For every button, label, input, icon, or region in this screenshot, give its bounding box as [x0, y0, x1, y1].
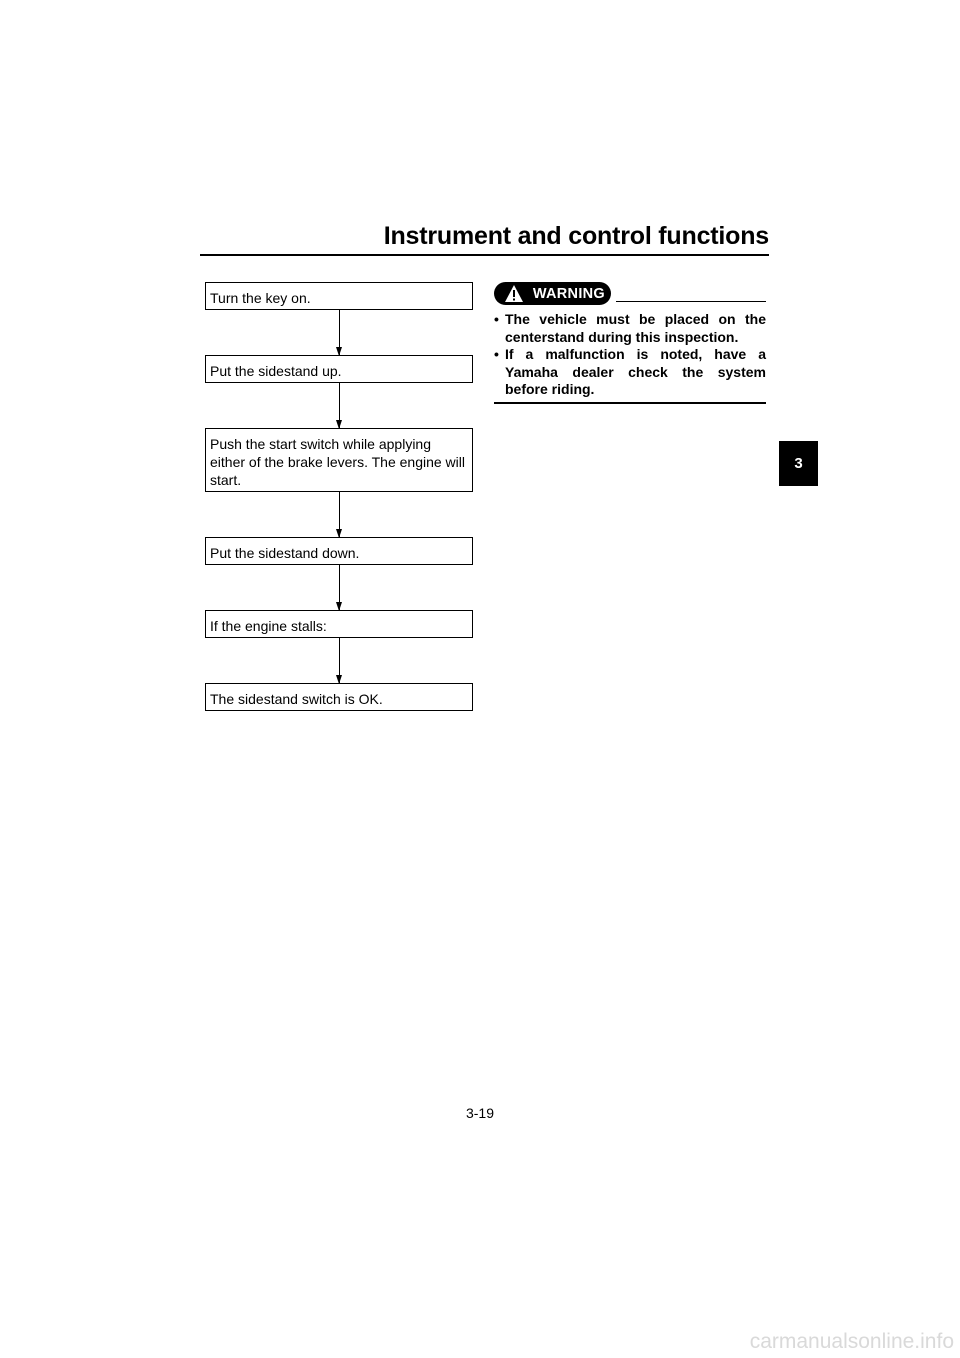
flow-arrow — [339, 565, 340, 610]
warning-item: • If a malfunction is noted, have a Yamaha dealer check the system before riding. — [494, 346, 766, 399]
flow-step: Put the sidestand up. — [205, 355, 473, 383]
warning-item: • The vehicle must be placed on the centerstand during this inspection. — [494, 311, 766, 346]
title-rule — [200, 254, 769, 256]
warning-header-rule — [616, 301, 766, 302]
flow-arrow — [339, 638, 340, 683]
flow-step: The sidestand switch is OK. — [205, 683, 473, 711]
flow-step: Put the sidestand down. — [205, 537, 473, 565]
flow-arrow — [339, 383, 340, 428]
warning-badge — [494, 282, 611, 305]
warning-bottom-rule — [494, 402, 766, 404]
flow-arrow — [339, 310, 340, 355]
flow-arrow — [339, 492, 340, 537]
page-title: Instrument and control functions — [383, 222, 769, 250]
flow-step: If the engine stalls: — [205, 610, 473, 638]
warning-triangle-icon — [504, 284, 524, 303]
warning-label: WARNING — [532, 285, 605, 302]
warning-header — [494, 282, 766, 306]
warning-list — [494, 311, 766, 399]
chapter-number: 3 — [794, 455, 803, 472]
flow-step: Turn the key on. — [205, 282, 473, 310]
page-number: 3-19 — [465, 1105, 495, 1121]
chapter-tab — [779, 441, 818, 486]
flow-step: Push the start switch while applying either of the brake levers. The engine will start. — [205, 428, 473, 492]
watermark: carmanualsonline.info — [749, 1330, 954, 1353]
